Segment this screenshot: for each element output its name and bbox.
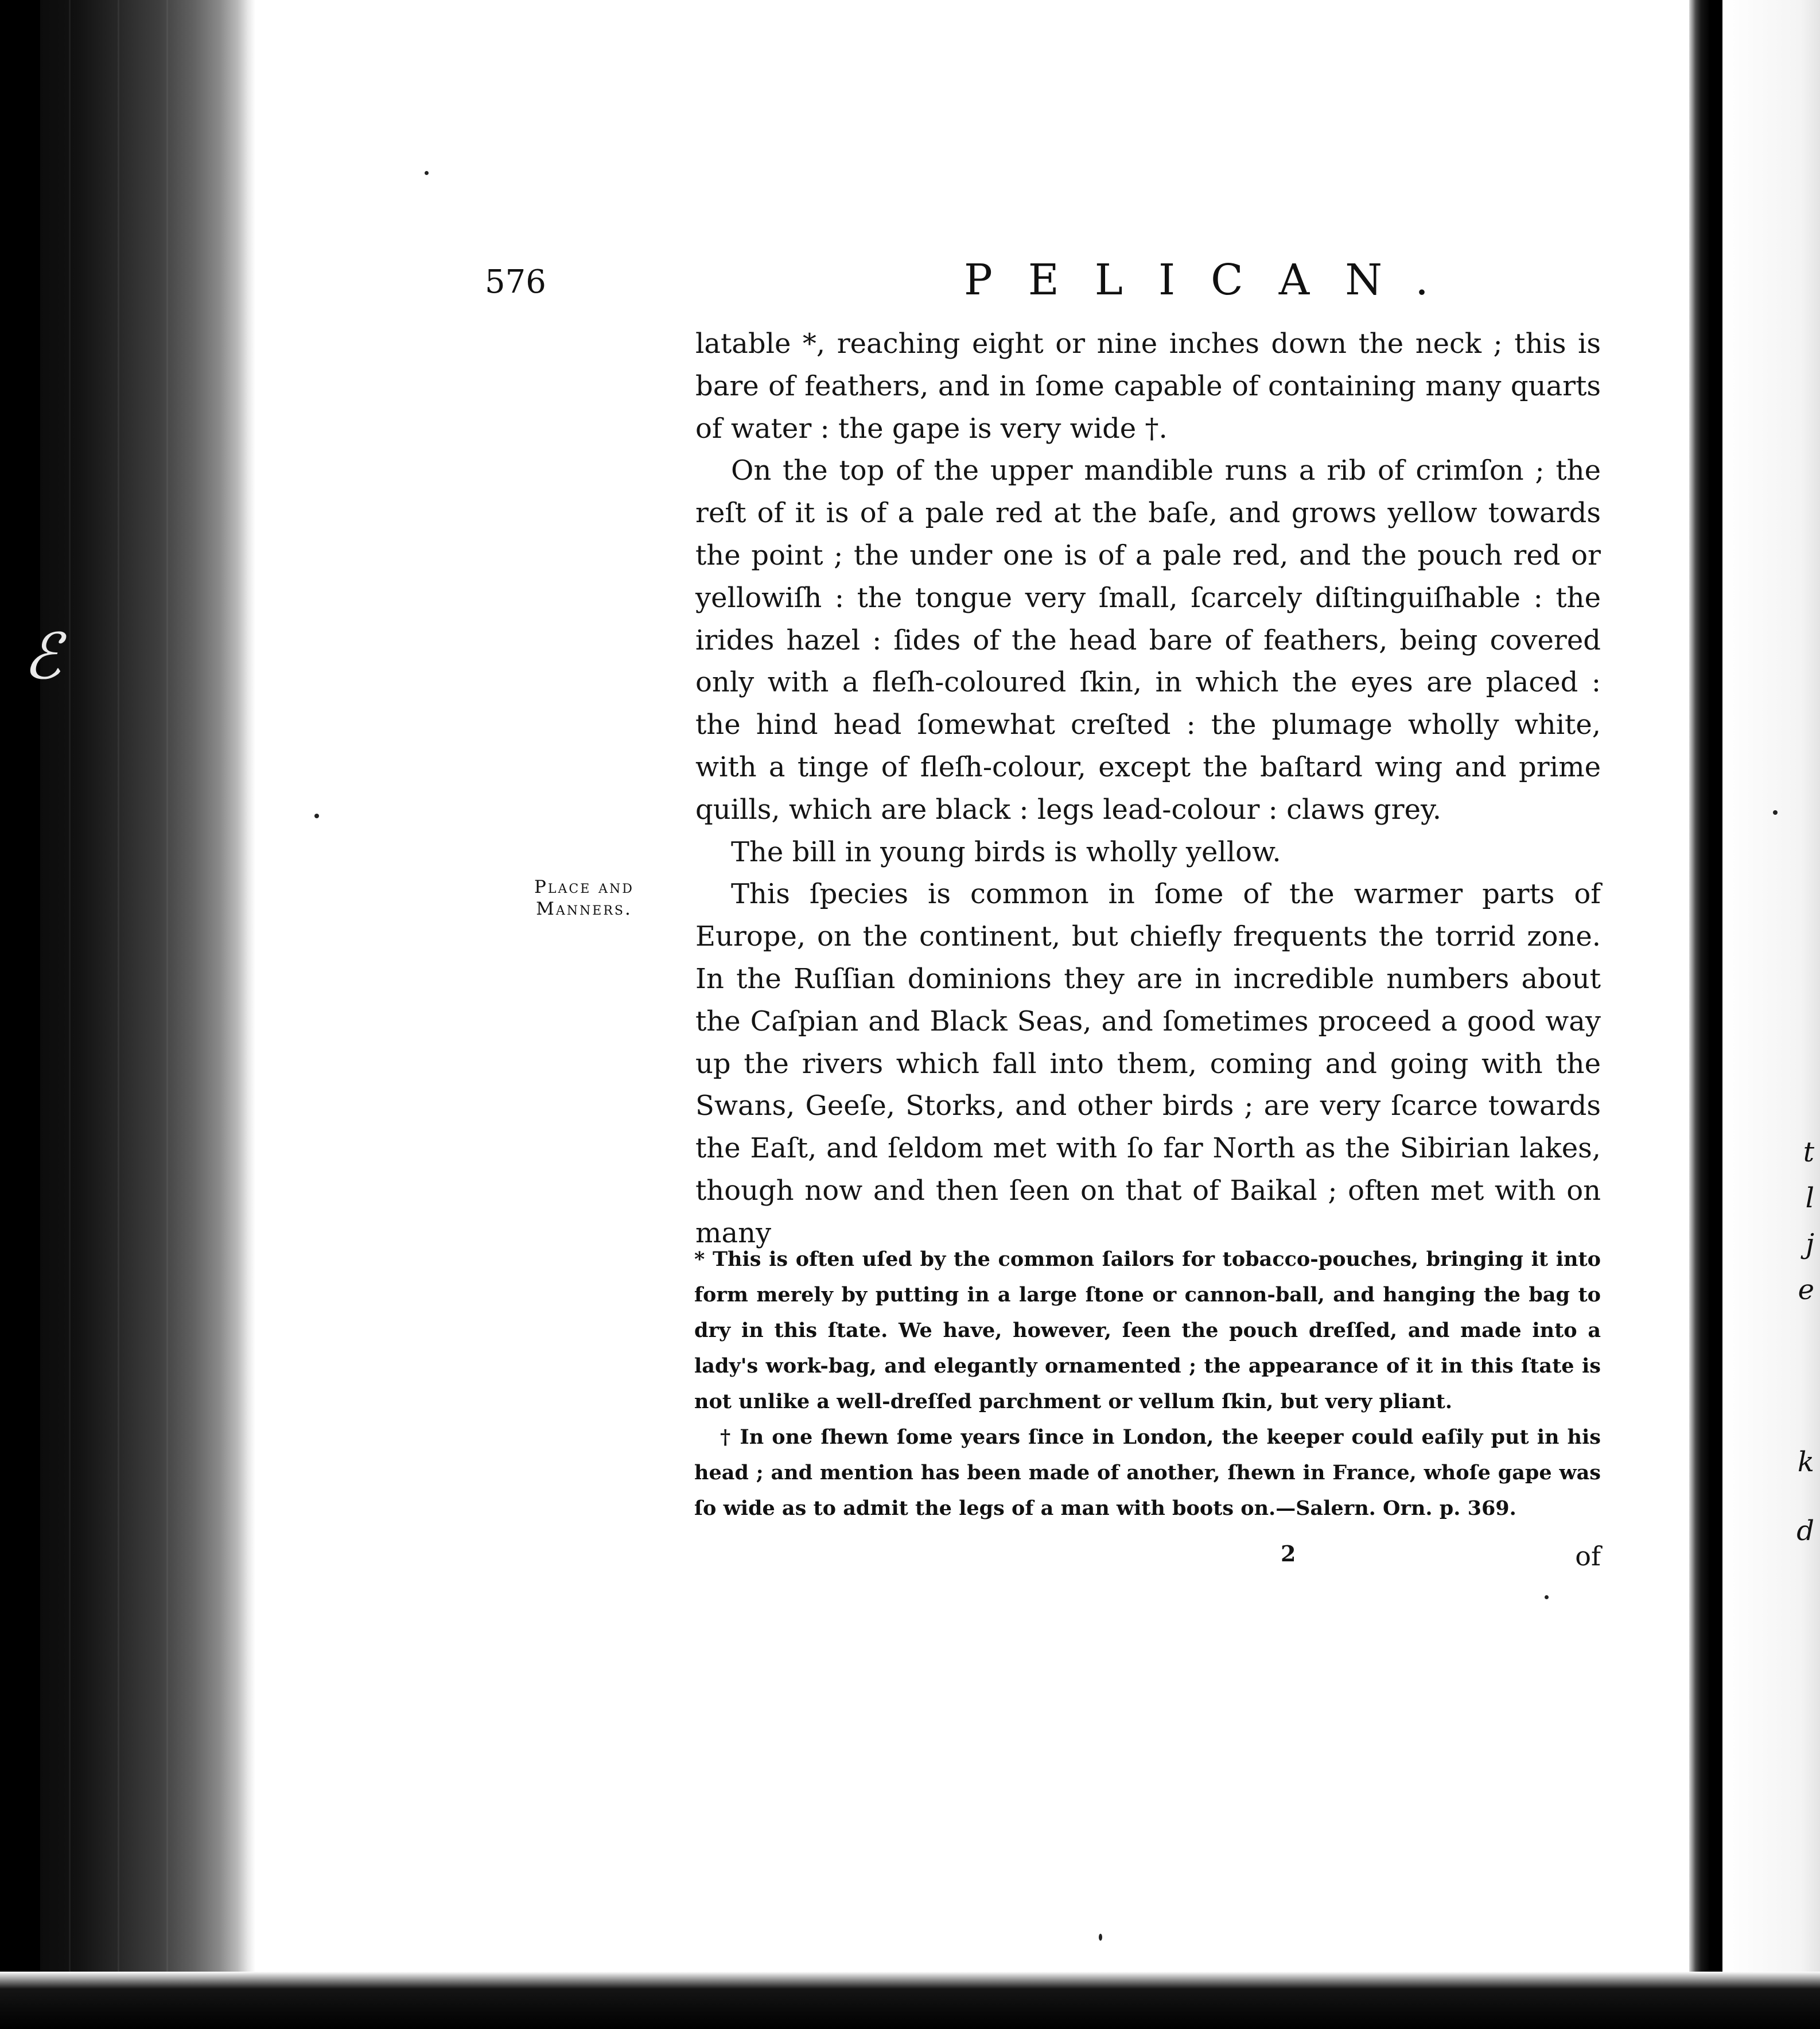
gutter-streak xyxy=(69,0,71,2029)
paragraph: The bill in young birds is wholly yellow. xyxy=(731,835,1281,868)
margin-note-line: Manners. xyxy=(536,899,632,919)
facing-page-letter: t xyxy=(1803,1136,1814,1168)
facing-page-letter: d xyxy=(1796,1515,1814,1547)
body-text xyxy=(695,323,1601,1255)
page-title: PELICAN. xyxy=(964,255,1464,305)
scan-bottom-edge xyxy=(0,1972,1820,2029)
page-number: 576 xyxy=(485,263,546,301)
catchword: of xyxy=(1575,1541,1601,1572)
facing-page-edge xyxy=(1722,0,1820,2029)
facing-page-letter: l xyxy=(1805,1182,1814,1214)
scan-speck xyxy=(1099,1934,1102,1941)
scan-speck xyxy=(1545,1595,1549,1599)
margin-note-line: Place and xyxy=(534,877,634,897)
scan-speck xyxy=(314,814,319,818)
running-head xyxy=(485,255,1604,307)
binding-dark-edge xyxy=(0,0,40,2029)
gutter-streak xyxy=(118,0,119,2029)
signature-mark: 2 xyxy=(1281,1541,1296,1567)
scan-speck xyxy=(425,171,429,175)
footnote: * This is often uſed by the common ſailors for tobacco-pouches, bringing it into form merely by putting in a large ſtone or cannon-ball, and hanging the bag to dry in this ſtate. We have, however, ſeen the pouch dreſſed, and made into a lady's work-bag, and elegantly ornamented ; the appearance of it in this ſtate is not unlike a well-dreſſed parchment or vellum ſkin, but very pliant. xyxy=(694,1247,1601,1413)
margin-note xyxy=(510,876,659,920)
facing-page-letter: e xyxy=(1798,1274,1814,1306)
facing-page-letter: j xyxy=(1806,1228,1814,1260)
page-footer xyxy=(694,1541,1601,1581)
paragraph: latable *, reaching eight or nine inches down the neck ; this is bare of feathers, and in ſome capable of containing many quarts of water : the gape is very wide †. xyxy=(695,328,1601,445)
margin-pencil-mark: ℰ xyxy=(23,620,61,693)
scan-speck xyxy=(1773,810,1778,815)
facing-page-letter: k xyxy=(1797,1446,1814,1478)
gutter-streak xyxy=(166,0,168,2029)
footnotes xyxy=(694,1242,1601,1526)
paragraph: This ſpecies is common in ſome of the warmer parts of Europe, on the continent, but chiefly frequents the torrid zone. In the Ruſſian dominions they are in incredible numbers about the Caſpian and Black Seas, and ſometimes proceed a good way up the rivers which fall into them, coming and going with the Swans, Geeſe, Storks, and other birds ; are very ſcarce towards the Eaſt, and ſeldom met with ſo far North as the Sibirian lakes, though now and then ſeen on that of Baikal ; often met with on many xyxy=(695,878,1601,1249)
paragraph: On the top of the upper mandible runs a rib of crimſon ; the reſt of it is of a pale red at the baſe, and grows yellow towards the point ; the under one is of a pale red, and the pouch red or yellowiſh : the tongue very ſmall, ſcarcely diſtinguiſhable : the irides hazel : ſides of the head bare of feathers, being covered only with a fleſh-coloured ſkin, in which the eyes are placed : the hind head ſomewhat creſted : the plumage wholly white, with a tinge of fleſh-colour, except the baſtard wing and prime quills, which are black : legs lead-colour : claws grey. xyxy=(695,454,1601,826)
footnote: † In one ſhewn ſome years ſince in London, the keeper could eaſily put in his head ; and mention has been made of another, ſhewn in France, whoſe gape was ſo wide as to admit the legs of a man with boots on.—Salern. Orn. p. 369. xyxy=(694,1425,1601,1520)
